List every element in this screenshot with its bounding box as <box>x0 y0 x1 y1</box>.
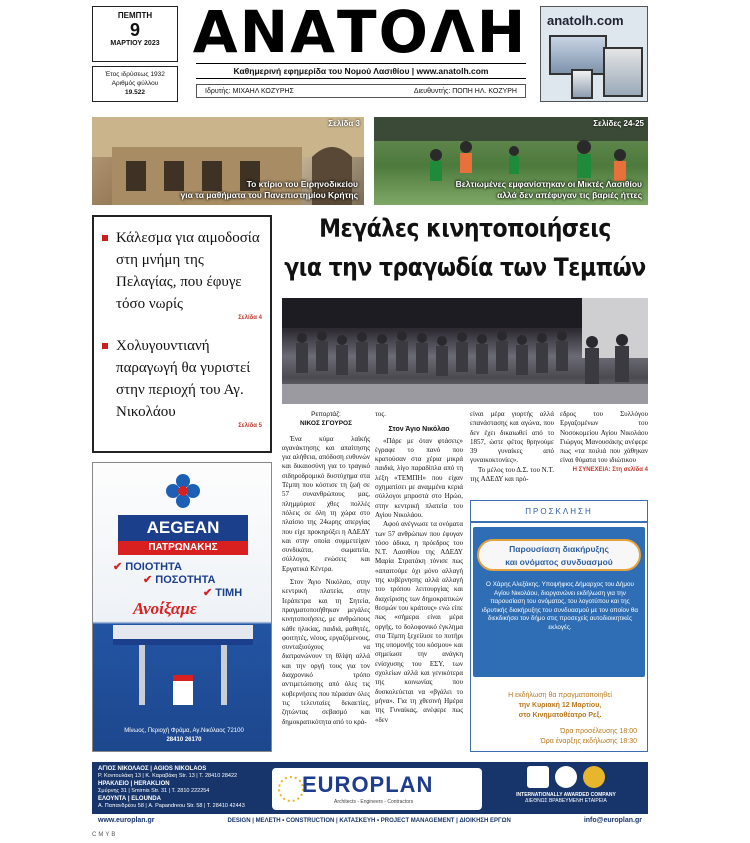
award-badges <box>490 766 642 788</box>
bullet-square-icon <box>102 235 108 241</box>
director: Διευθυντής: ΠΟΠΗ ΗΛ. ΚΟΖΥΡΗ <box>413 88 517 95</box>
paragraph: τος. <box>375 410 386 418</box>
invitation-title <box>477 539 641 571</box>
start-time: Ώρα έναρξης εκδήλωσης 18:30 <box>540 738 637 745</box>
event-line: την Κυριακή 12 Μαρτίου, <box>518 702 602 709</box>
office-address: Α. Παπανδρέου 58 | A. Papandreou Str. 58 | T. 28410 42443 <box>98 803 245 810</box>
caption-line: για τα μαθήματα του Πανεπιστημίου Κρήτης <box>180 190 358 200</box>
invitation-event <box>477 691 643 721</box>
month-year: ΜΑΡΤΙΟΥ 2023 <box>110 40 160 47</box>
article-column-3 <box>470 410 554 494</box>
teaser-item[interactable] <box>102 227 262 315</box>
europlan-services: DESIGN | ΜΕΛΕΤΗ • CONSTRUCTION | ΚΑΤΑΣΚΕΥΗ • PROJECT MANAGEMENT | ΔΙΟΙΚΗΣΗ ΕΡΓΩΝ <box>227 818 511 824</box>
article-subhead: Στον Άγιο Νικόλαο <box>388 426 450 434</box>
aegean-advertisement[interactable] <box>92 462 272 752</box>
football-photo[interactable] <box>374 117 648 205</box>
invitation-box[interactable] <box>470 500 648 752</box>
crowd-illustration <box>282 298 648 404</box>
reporter-label: Ρεπορτάζ: <box>311 411 341 418</box>
quantity-label: ✔ ΠΟΣΟΤΗΤΑ <box>143 574 216 586</box>
paragraph: εδρος του Συλλόγου Εργαζομένων του Νοσοκομείου Αγίου Νικολάου Γιώργος Μανουσάκης ανέφερε πως «τα ποιλιά που χάθηκαν είναι θύματα του ιδιώτικου <box>560 410 648 465</box>
story-caption <box>180 179 358 201</box>
europlan-email[interactable]: info@europlan.gr <box>583 817 642 824</box>
teaser-box <box>92 215 272 453</box>
story-page: Σελίδες 24-25 <box>593 119 644 128</box>
teaser-text: Κάλεσμα για αιμοδοσία στη μνήμη της Πελαγίας, που έφυγε τόσο νωρίς <box>116 230 260 312</box>
day-of-week: ΠΕΜΠΤΗ <box>117 11 153 20</box>
europlan-logo <box>272 768 482 810</box>
founders-line <box>196 84 526 98</box>
caption-line: Βελτιωμένες εμφανίστηκαν οι Μικτές Λασιθίου <box>455 179 642 189</box>
article-column-1 <box>282 410 370 755</box>
newspaper-subtitle: Καθημερινή εφημερίδα του Νομού Λασιθίου | www.anatolh.com <box>196 63 526 79</box>
europlan-website[interactable]: www.europlan.gr <box>98 817 155 824</box>
issue-label: Αριθμός φύλλου <box>111 80 159 87</box>
paragraph: είναι μέρα γιορτής αλλά επανάστασης και αγώνα, που δεν έχει δικαιωθεί από το 1857, ώστε φέτος θρηνούμε 39 γυναίκες από γυναικοκτονίες». <box>470 410 554 465</box>
award-line: ΔΙΕΘΝΩΣ ΒΡΑΒΕΥΜΕΝΗ ΕΤΑΙΡΕΙΑ <box>525 798 607 804</box>
issue-box <box>92 66 178 102</box>
aegean-logo-icon <box>163 471 203 511</box>
five-star-badge-icon <box>583 766 605 788</box>
aegean-phone: 28410 26170 <box>166 737 202 743</box>
quality-label: ✔ ΠΟΙΟΤΗΤΑ <box>113 561 182 573</box>
courthouse-photo[interactable] <box>92 117 364 205</box>
continue-link[interactable]: Η ΣΥΝΕΧΕΙΑ: Στη σελίδα 4 <box>572 466 648 473</box>
founder: Ιδρυτής: ΜΙΧΑΗΛ ΚΟΖΥΡΗΣ <box>205 88 294 95</box>
website-promo[interactable] <box>540 6 648 102</box>
invitation-body: Ο Χάρης Αλεξάκης, Υποψήφιος Δήμαρχος του Δήμου Αγίου Νικολάου, διοργανώνει εκδήλωση για την παρουσίαση του ονόματος, του λογοτύπου και της ιδρυτικής διακήρυξης του συνδυασμού με τον οποίον θα διεκδικήσει τον δήμο στις προσεχείς αυτοδιοικητικές εκλογές. <box>481 581 639 631</box>
office-address: Ρ. Κοντουλάκη 13 | Κ. Καραβάκη Str. 13 | T. 28410 28422 <box>98 773 238 780</box>
caption-line: Το κτίριο του Ειρηνοδικείου <box>246 179 358 189</box>
website-badge: anatolh.com <box>547 13 624 28</box>
arrival-time: Ώρα προσέλευσης 18:00 <box>560 728 637 735</box>
issue-number: 19.522 <box>125 89 145 96</box>
tablet-screen-icon <box>603 47 643 97</box>
reporter-name: ΝΙΚΟΣ ΣΓΟΥΡΟΣ <box>300 420 352 428</box>
invitation-header: ΠΡΟΣΚΛΗΣΗ <box>471 501 647 523</box>
article-column-2 <box>375 410 463 755</box>
price-label: ✔ ΤΙΜΗ <box>203 587 243 599</box>
price-text: ΤΙΜΗ <box>215 587 243 599</box>
seal-badge-icon <box>555 766 577 788</box>
newspaper-logo: ΑΝΑΤΟΛΗ <box>192 0 528 66</box>
teaser-page: Σελίδα 5 <box>238 423 262 429</box>
story-page: Σελίδα 3 <box>328 119 360 128</box>
europlan-advertisement[interactable] <box>92 762 648 828</box>
headline-line: για την τραγωδία των Τεμπών <box>284 253 646 283</box>
opening-slogan: Ανοίξαμε <box>133 599 197 618</box>
print-marks: CMYB <box>92 832 118 838</box>
founded-year: Έτος ιδρύσεως 1932 <box>105 71 165 78</box>
invitation-panel <box>473 527 645 677</box>
headline-line: Μεγάλες κινητοποιήσεις <box>319 214 611 244</box>
day-number: 9 <box>129 20 140 40</box>
award-line: INTERNATIONALLY AWARDED COMPANY <box>516 792 616 798</box>
article-column-4 <box>560 410 648 494</box>
title-line: Παρουσίαση διακήρυξης <box>509 544 609 554</box>
teaser-text: Χολυγουντιανή παραγωγή θα γυριστεί στην περιοχή του Αγ. Νικολάου <box>116 338 251 420</box>
paragraph: Αφού ανέγνωσε τα ονόματα των 57 ανθρώπων που έφυγαν τόσο άδικα, η πρόεδρος του Ν.Τ. Λασιθίου της ΑΔΕΔΥ Μαρία Στρατάκη τόνισε πως «απαιτούμε όχι μόνο αλλαγή της κυβέρνησης αλλά αλλαγή του τρόπου λειτουργίας και διαχείρισης των δημοκρατικών θεσμών του κράτους» ενώ είπε πως «σήμερα είναι μέρα οργής, το δολοφονικό έγκλημα στα Τέμπη ξεχείλισε το ποτήρι της υπομονής του κόσμου» και σημείωσε την ανάγκη ενίσχυσης του ΕΣΥ, των σχολείων αλλά και γενικότερα της κοινωνίας που δυσκολεύεται να «βγάλει το μήνα». Για τη χθεσινή Ημέρα της Γυναίκας, ανέφερε πως «δεν <box>375 520 463 724</box>
quality-text: ΠΟΙΟΤΗΤΑ <box>125 561 182 573</box>
event-line: Η εκδήλωση θα πραγματοποιηθεί <box>508 692 612 699</box>
paragraph: Ένα κύμα λαϊκής αγανάκτησης και απαίτησης για αλήθεια, απόδοση ευθυνών και δικαιοσύνη για το τραγικό σιδηροδρομικό δυστύχημα στα Τέμπη που κόστισε τη ζωή σε 57 συνανθρώπους μας, πλημμύρισε χθες πολλές πόλεις σε όλη τη χώρα στο πλαίσιο της 24ωρης απεργίας που είχε προκηρύξει η ΑΔΕΔΥ και στην οποία συμμετείχαν συνδικάτα, σωματεία, σύλλογοι, ενώσεις και Εργατικά Κέντρα. <box>282 434 370 573</box>
office-title: ΑΓΙΟΣ ΝΙΚΟΛΑΟΣ | AGIOS NIKOLAOS <box>98 766 207 772</box>
europlan-tagline: Architects - Engineers - Contractors <box>334 799 414 805</box>
caption-line: αλλά δεν απέφυγαν τις βαριές ήττες <box>497 190 642 200</box>
teaser-page: Σελίδα 4 <box>238 315 262 321</box>
title-line: και ονόματος συνδυασμού <box>505 557 613 567</box>
event-line: στο Κινηματοθέατρο Ρεξ. <box>518 712 602 719</box>
aegean-contact <box>101 727 267 745</box>
byline <box>282 410 370 429</box>
teaser-item[interactable] <box>102 335 262 423</box>
aegean-owner: ΠΑΤΡΩΝΑΚΗΣ <box>118 541 248 555</box>
paragraph: «Πάρε με όταν φτάσεις» έγραφε το πανό που κρατούσαν στα χέρια μικρά παιδιά, λίγο παραδίπλα από τη λέξη «ΤΕΜΠΗ» που είχαν σχηματίσει με αναμμένα κεριά σύλλογοι μπροστά στο Ηρώο, στην κεντρική πλατεία του Αγίου Νικολάου. <box>375 436 463 519</box>
story-caption <box>456 179 642 201</box>
invitation-times <box>541 727 637 747</box>
office-list <box>98 766 268 810</box>
quantity-text: ΠΟΣΟΤΗΤΑ <box>155 574 216 586</box>
award-block <box>490 766 642 804</box>
europlan-strip <box>92 814 648 828</box>
paragraph: Στον Άγιο Νικόλαο, στην κεντρική πλατεία, στην Ιεράπετρα και τη Σητεία, πραγματοποιήθηκαν μεγάλες κινητοποιήσεις, με ανθρώπους κάθε ηλικίας, παιδιά, μαθητές, φοιτητές, νέους, εργαζόμενους, συνταξιούχους να διατρανώνουν τη θλίψη αλλά και την οργή τους για τον διαχρονικό τρόπο αντιμετώπισης από όλες τις κυβερνήσεις που πέρασαν όλες τις τελευταίες δεκαετίες, ζητώντας σεβασμό και δημοκρατικότητα από το κρά- <box>282 578 370 726</box>
paragraph: Το μέλος του Δ.Σ. του Ν.Τ. της ΑΔΕΔΥ και πρό- <box>470 465 554 484</box>
gas-station-illustration <box>93 625 271 725</box>
date-box <box>92 6 178 62</box>
aegean-address: Μίνωος, Περιοχή Φράμα, Αγ.Νικόλαος 72100 <box>124 728 244 734</box>
office-address: Σμύρνης 31 | Smirnis Str. 31 | T. 2810 222254 <box>98 788 210 795</box>
office-title: ΗΡΑΚΛΕΙΟ | HERAKLION <box>98 780 170 787</box>
aegean-brand: AEGEAN <box>118 515 248 541</box>
office-title: ΕΛΟΥΝΤΑ | ELOUNDA <box>98 795 161 802</box>
europlan-brand: EUROPLAN <box>302 772 434 797</box>
bullet-square-icon <box>102 343 108 349</box>
tee-badge-icon <box>527 766 549 788</box>
protest-photo[interactable] <box>282 298 648 404</box>
main-headline[interactable] <box>282 210 648 302</box>
phone-screen-icon <box>571 69 593 99</box>
